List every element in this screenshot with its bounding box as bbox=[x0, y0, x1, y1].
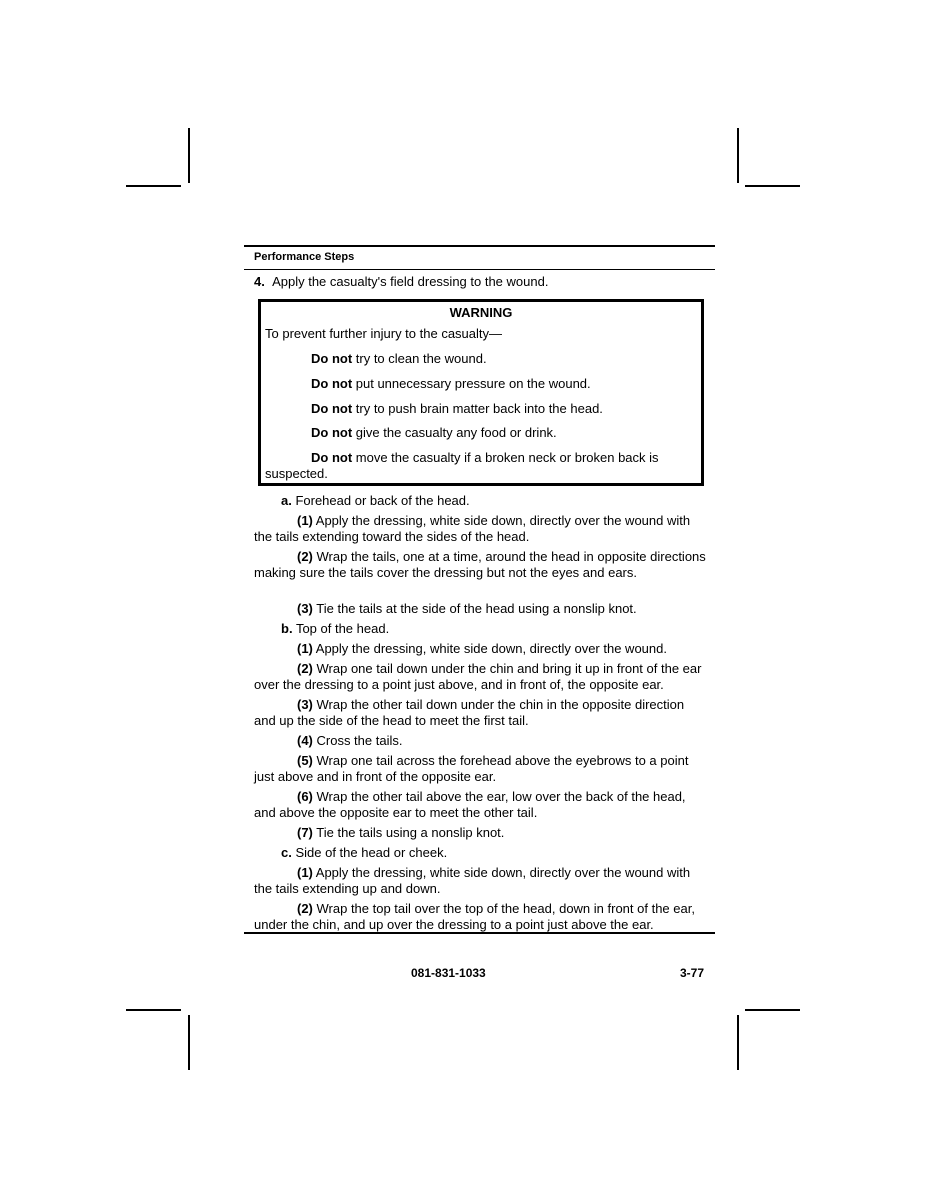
warning-item bbox=[311, 376, 591, 391]
warning-item-text: put unnecessary pressure on the wound. bbox=[352, 376, 591, 391]
warning-title: WARNING bbox=[449, 305, 513, 320]
crop-mark-bottom-right-horizontal bbox=[745, 1009, 800, 1011]
page-number: 3-77 bbox=[680, 966, 705, 980]
para-text: Tie the tails at the side of the head using a nonslip knot. bbox=[312, 601, 637, 616]
subsection-a bbox=[254, 493, 709, 509]
step-4-number: 4. bbox=[254, 274, 265, 289]
warning-item-bold: Do not bbox=[311, 351, 353, 366]
warning-item bbox=[311, 351, 487, 366]
para-text: Wrap the other tail above the ear, low over the back of the head, and above the opposite ear to meet the other tail. bbox=[254, 789, 686, 820]
para-text: Forehead or back of the head. bbox=[291, 493, 470, 508]
step-c-1 bbox=[254, 865, 709, 897]
step-b-4 bbox=[254, 733, 709, 749]
warning-item-bold: Do not bbox=[311, 425, 353, 440]
para-label: (5) bbox=[297, 753, 313, 768]
para-label: b. bbox=[281, 621, 293, 636]
crop-mark-bottom-left-horizontal bbox=[126, 1009, 181, 1011]
warning-box bbox=[258, 299, 704, 486]
crop-mark-top-left-horizontal bbox=[126, 185, 181, 187]
step-4-text: Apply the casualty's field dressing to the wound. bbox=[272, 274, 549, 289]
crop-mark-bottom-left-vertical bbox=[188, 1015, 190, 1070]
warning-item bbox=[265, 450, 695, 482]
step-c-2 bbox=[254, 901, 709, 933]
header-top-rule bbox=[244, 245, 715, 247]
para-label: c. bbox=[281, 845, 292, 860]
crop-mark-top-right-vertical bbox=[737, 128, 739, 183]
warning-item-text: try to push brain matter back into the head. bbox=[352, 401, 603, 416]
task-number: 081-831-1033 bbox=[411, 966, 486, 980]
step-b-7 bbox=[254, 825, 709, 841]
para-label: (2) bbox=[297, 661, 313, 676]
para-label: (4) bbox=[297, 733, 313, 748]
para-label: (6) bbox=[297, 789, 313, 804]
step-b-3 bbox=[254, 697, 709, 729]
warning-item bbox=[311, 425, 557, 440]
step-a-2 bbox=[254, 549, 709, 581]
para-text: Wrap one tail across the forehead above the eyebrows to a point just above and in front of the opposite ear. bbox=[254, 753, 689, 784]
crop-mark-top-right-horizontal bbox=[745, 185, 800, 187]
para-text: Wrap one tail down under the chin and bring it up in front of the ear over the dressing to a point just above, and in front of, the opposite ear. bbox=[254, 661, 702, 692]
step-b-6 bbox=[254, 789, 709, 821]
para-text: Wrap the other tail down under the chin in the opposite direction and up the side of the head to meet the first tail. bbox=[254, 697, 685, 728]
step-b-1 bbox=[254, 641, 709, 657]
para-text: Top of the head. bbox=[292, 621, 390, 636]
crop-mark-bottom-right-vertical bbox=[737, 1015, 739, 1070]
step-a-1 bbox=[254, 513, 709, 545]
para-text: Cross the tails. bbox=[312, 733, 403, 748]
step-a-3 bbox=[254, 601, 709, 617]
warning-item-text: try to clean the wound. bbox=[352, 351, 487, 366]
para-text: Side of the head or cheek. bbox=[291, 845, 448, 860]
para-label: (2) bbox=[297, 549, 313, 564]
para-text: Tie the tails using a nonslip knot. bbox=[312, 825, 505, 840]
warning-intro: To prevent further injury to the casualty— bbox=[265, 326, 503, 341]
crop-mark-top-left-vertical bbox=[188, 128, 190, 183]
warning-item-bold: Do not bbox=[311, 401, 353, 416]
step-4 bbox=[254, 274, 548, 289]
para-label: (1) bbox=[297, 641, 313, 656]
para-text: Apply the dressing, white side down, directly over the wound. bbox=[312, 641, 667, 656]
para-text: Apply the dressing, white side down, directly over the wound with the tails extending up and down. bbox=[254, 865, 691, 896]
para-label: (2) bbox=[297, 901, 313, 916]
subsection-b bbox=[254, 621, 709, 637]
section-heading: Performance Steps bbox=[254, 251, 355, 263]
subsection-c bbox=[254, 845, 709, 861]
para-label: (3) bbox=[297, 697, 313, 712]
footer-rule bbox=[244, 932, 715, 934]
para-text: Wrap the tails, one at a time, around the head in opposite directions making sure the tails cover the dressing but not the eyes and ears. bbox=[254, 549, 706, 580]
warning-item-text: give the casualty any food or drink. bbox=[352, 425, 557, 440]
para-label: (3) bbox=[297, 601, 313, 616]
para-text: Apply the dressing, white side down, directly over the wound with the tails extending toward the sides of the head. bbox=[254, 513, 691, 544]
warning-item-bold: Do not bbox=[311, 450, 353, 465]
para-text: Wrap the top tail over the top of the head, down in front of the ear, under the chin, and up over the dressing to a point just above the ear. bbox=[254, 901, 695, 932]
warning-item-bold: Do not bbox=[311, 376, 353, 391]
warning-item bbox=[311, 401, 603, 416]
warning-item-text: move the casualty if a broken neck or broken back is suspected. bbox=[265, 450, 659, 481]
para-label: (1) bbox=[297, 865, 313, 880]
para-label: (1) bbox=[297, 513, 313, 528]
header-bottom-rule bbox=[244, 269, 715, 270]
para-label: a. bbox=[281, 493, 292, 508]
step-b-5 bbox=[254, 753, 709, 785]
step-b-2 bbox=[254, 661, 709, 693]
para-label: (7) bbox=[297, 825, 313, 840]
